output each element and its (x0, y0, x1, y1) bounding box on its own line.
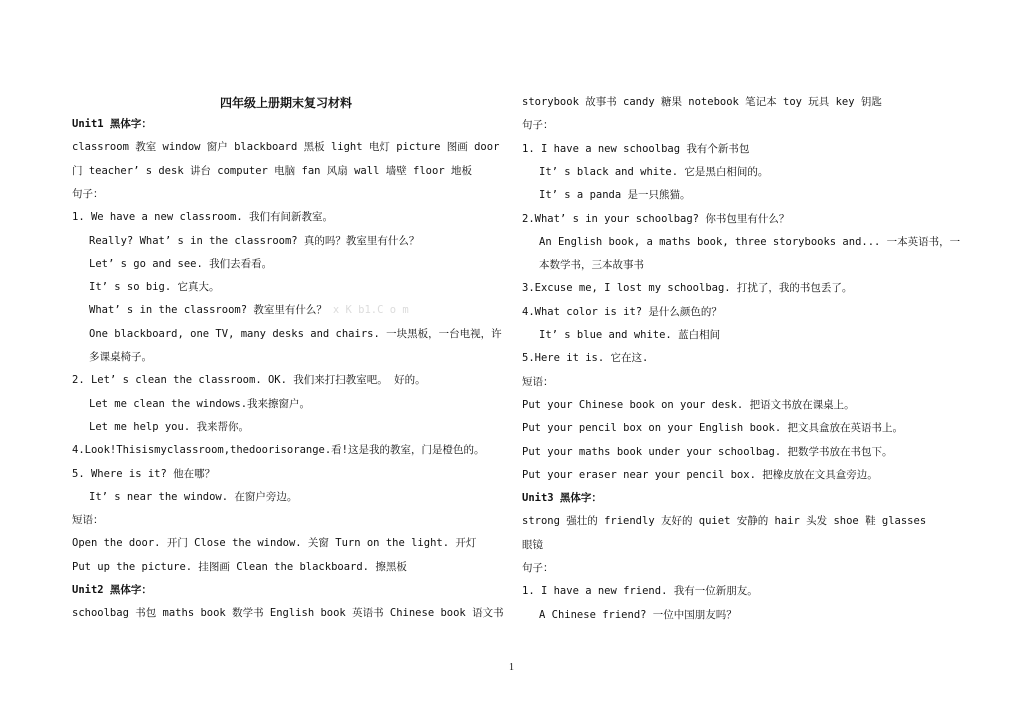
text-line (72, 466, 215, 482)
line-text: It’ s black and white. 它是黑白相间的。 (539, 165, 769, 178)
line-text: strong 强壮的 friendly 友好的 quiet 安静的 hair 头发 shoe 鞋 glasses (522, 515, 927, 528)
line-text: Put your pencil box on your English book. 把文具盒放在英语书上。 (522, 422, 904, 435)
text-line (522, 141, 749, 157)
line-text: Put your maths book under your schoolbag. 把数学书放在书包下。 (522, 445, 893, 458)
text-line (522, 374, 554, 390)
text-line (522, 490, 602, 506)
line-text: 1. I have a new friend. 我有一位新朋友。 (522, 585, 758, 598)
line-text: 短语： (522, 375, 554, 388)
line-text: Put your eraser near your pencil box. 把橡皮放在文具盒旁边。 (522, 468, 878, 481)
text-line (522, 280, 852, 296)
line-text: It’ s a panda 是一只熊猫。 (539, 189, 691, 202)
line-text: 1. We have a new classroom. 我们有间新教室。 (72, 211, 334, 224)
line-text: A Chinese friend? 一位中国朋友吗？ (539, 608, 737, 621)
text-line (89, 419, 249, 435)
line-text: What’ s in the classroom? 教室里有什么？ (89, 304, 327, 317)
line-text: 句子： (72, 187, 104, 200)
line-text: One blackboard, one TV, many desks and chairs. 一块黑板，一台电视，许 (89, 327, 502, 340)
text-line (72, 582, 152, 598)
text-line (72, 116, 152, 132)
line-text: Unit1 黑体字： (72, 118, 152, 130)
text-line (72, 442, 485, 458)
text-line (89, 302, 409, 318)
line-text: storybook 故事书 candy 糖果 notebook 笔记本 toy 玩具 key 钥匙 (522, 96, 882, 108)
text-line (539, 607, 737, 623)
text-line (522, 467, 878, 483)
line-text: 本数学书，三本故事书 (539, 259, 644, 272)
line-text: Put up the picture. 挂图画 Clean the blackboard. 擦黑板 (72, 560, 407, 573)
line-text: It’ s so big. 它真大。 (89, 281, 220, 294)
text-line (72, 559, 407, 575)
line-text: Unit2 黑体字： (72, 584, 152, 596)
text-line (72, 535, 476, 551)
text-line (522, 117, 554, 133)
line-text: An English book, a maths book, three storybooks and... 一本英语书，一 (539, 235, 961, 248)
text-line (72, 512, 104, 528)
text-line (89, 396, 310, 412)
text-line (539, 164, 768, 180)
line-text: 4.Look!Thisismyclassroom,thedoorisorange.看!这是我的教室，门是橙色的。 (72, 444, 485, 457)
text-line (522, 304, 722, 320)
line-text: 3.Excuse me, I lost my schoolbag. 打扰了，我的书包丢了。 (522, 282, 853, 295)
line-text: 句子： (522, 562, 554, 574)
text-line (522, 397, 855, 413)
line-text: 2. Let’ s clean the classroom. OK. 我们来打扫教室吧。 好的。 (72, 374, 426, 387)
text-line (89, 489, 297, 505)
line-text: 多课桌椅子。 (89, 351, 152, 363)
text-line (522, 444, 893, 460)
watermark-text: x K b1.C o m (332, 304, 409, 317)
text-line (72, 605, 504, 621)
line-text: 门 teacher’ s desk 讲台 computer 电脑 fan 风扇 wall 墙壁 floor 地板 (72, 164, 472, 177)
text-line (72, 372, 426, 388)
line-text: 2.What’ s in your schoolbag? 你书包里有什么？ (522, 212, 790, 225)
text-line (522, 537, 543, 553)
line-text: 句子： (522, 119, 554, 132)
text-line (522, 583, 758, 599)
text-line (89, 279, 220, 295)
line-text: It’ s near the window. 在窗户旁边。 (89, 490, 298, 503)
line-text: Let me clean the windows.我来擦窗户。 (89, 397, 311, 410)
line-text: Really? What’ s in the classroom? 真的吗？教室里有什么？ (89, 234, 420, 247)
text-line (89, 326, 502, 342)
line-text: It’ s blue and white. 蓝白相间 (539, 329, 721, 341)
text-line (89, 349, 152, 365)
line-text: 1. I have a new schoolbag 我有个新书包 (522, 142, 750, 155)
line-text: 5.Here it is. 它在这. (522, 352, 649, 365)
line-text: schoolbag 书包 maths book 数学书 English book 英语书 Chinese book 语文书 (72, 607, 504, 620)
line-text: Unit3 黑体字： (522, 492, 602, 505)
text-line (522, 513, 926, 529)
text-line (89, 233, 419, 249)
line-text: Let’ s go and see. 我们去看看。 (89, 257, 273, 270)
text-line (522, 211, 789, 227)
text-line (539, 257, 644, 273)
line-text: Open the door. 开门 Close the window. 关窗 Turn on the light. 开灯 (72, 537, 477, 550)
line-text: 短语： (72, 514, 104, 527)
text-line (522, 94, 882, 110)
text-line (539, 234, 960, 250)
line-text: Put your Chinese book on your desk. 把语文书放在课桌上。 (522, 398, 855, 411)
text-line (522, 350, 648, 366)
text-line (72, 139, 499, 155)
text-line (522, 420, 903, 436)
text-line (89, 256, 272, 272)
line-text: 5. Where is it? 他在哪？ (72, 467, 216, 480)
text-line (522, 560, 554, 576)
line-text: classroom 教室 window 窗户 blackboard 黑板 light 电灯 picture 图画 door (72, 141, 500, 154)
text-line (72, 163, 472, 179)
line-text: 4.What color is it? 是什么颜色的？ (522, 305, 722, 318)
line-text: Let me help you. 我来帮你。 (89, 420, 249, 433)
line-text: 眼镜 (522, 538, 543, 551)
text-line (72, 186, 104, 202)
text-line (539, 327, 720, 343)
text-line (539, 187, 691, 203)
page-number: 1 (509, 662, 514, 673)
text-line (72, 209, 333, 225)
page-title: 四年级上册期末复习材料 (220, 96, 353, 110)
